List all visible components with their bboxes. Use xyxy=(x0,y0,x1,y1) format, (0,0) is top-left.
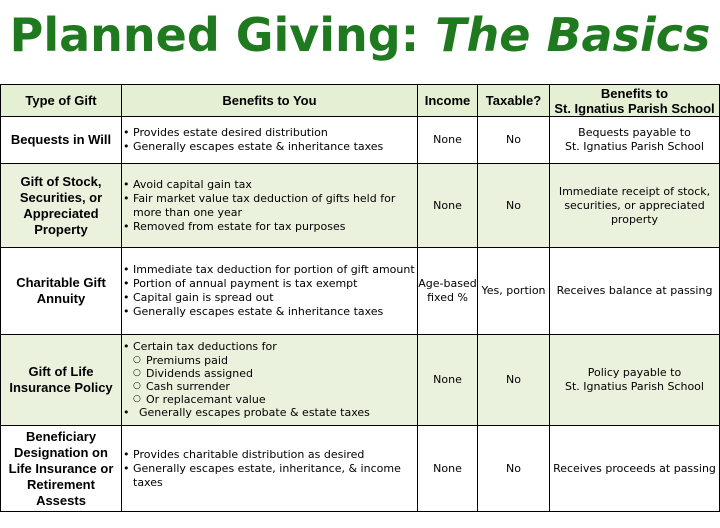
school-benefit-cell xyxy=(550,117,720,164)
benefits-cell xyxy=(122,164,418,248)
title-main: Planned Giving: xyxy=(9,8,420,62)
taxable-cell: No xyxy=(478,426,550,512)
benefit-sub-item: ○ Cash surrender xyxy=(133,380,417,393)
benefit-sub-item: ○ Or replacemant value xyxy=(133,393,417,406)
income-cell: Age-based fixed % xyxy=(418,248,478,335)
benefit-item: • Fair market value tax deduction of gifts held for more than one year xyxy=(122,192,417,220)
taxable-cell: No xyxy=(478,117,550,164)
benefits-cell xyxy=(122,335,418,426)
page-title xyxy=(0,6,720,64)
taxable-cell: No xyxy=(478,164,550,248)
school-benefit-cell: Receives proceeds at passing xyxy=(550,426,720,512)
table-row xyxy=(1,117,720,164)
school-benefit-line1: Bequests payable to xyxy=(578,126,691,139)
income-cell: None xyxy=(418,335,478,426)
benefit-lead: Certain tax deductions for xyxy=(133,340,277,353)
benefits-cell xyxy=(122,248,418,335)
benefit-item: • Removed from estate for tax purposes xyxy=(122,220,417,234)
header-benefits-to-you: Benefits to You xyxy=(122,85,418,117)
school-benefit-line2: St. Ignatius Parish School xyxy=(565,140,704,153)
gift-type-cell: Gift of Stock, Securities, or Appreciated Property xyxy=(1,164,122,248)
benefit-item: • Generally escapes estate & inheritance taxes xyxy=(122,305,417,319)
table-row xyxy=(1,426,720,512)
benefit-item: • Provides charitable distribution as desired xyxy=(122,448,417,462)
table-row xyxy=(1,335,720,426)
school-benefit-cell xyxy=(550,335,720,426)
benefit-item: • Immediate tax deduction for portion of gift amount xyxy=(122,263,417,277)
school-benefit-cell: Immediate receipt of stock, securities, or appreciated property xyxy=(550,164,720,248)
school-benefit-line2: St. Ignatius Parish School xyxy=(565,380,704,393)
gift-type-cell: Gift of Life Insurance Policy xyxy=(1,335,122,426)
benefit-item: • Avoid capital gain tax xyxy=(122,178,417,192)
benefit-item: • Provides estate desired distribution xyxy=(122,126,417,140)
table-row xyxy=(1,248,720,335)
school-benefit-cell: Receives balance at passing xyxy=(550,248,720,335)
header-type-of-gift: Type of Gift xyxy=(1,85,122,117)
gift-type-cell: Beneficiary Designation on Life Insurance or Retirement Assests xyxy=(1,426,122,512)
school-benefit-line1: Policy payable to xyxy=(587,366,682,379)
benefit-item: • Generally escapes probate & estate taxes xyxy=(122,406,417,420)
header-taxable: Taxable? xyxy=(478,85,550,117)
benefits-cell xyxy=(122,426,418,512)
benefit-item: • Generally escapes estate & inheritance taxes xyxy=(122,140,417,154)
income-cell: None xyxy=(418,426,478,512)
benefit-sub-item: ○ Dividends assigned xyxy=(133,367,417,380)
header-benefits-to-school xyxy=(550,85,720,117)
title-emphasis: The Basics xyxy=(435,8,711,62)
gift-type-cell: Charitable Gift Annuity xyxy=(1,248,122,335)
benefit-item xyxy=(122,340,417,406)
benefit-sub-item: ○ Premiums paid xyxy=(133,354,417,367)
table-header-row xyxy=(1,85,720,117)
header-school-line1: Benefits to xyxy=(600,85,669,101)
income-cell: None xyxy=(418,117,478,164)
planned-giving-table xyxy=(0,84,720,512)
benefits-cell xyxy=(122,117,418,164)
taxable-cell: Yes, portion xyxy=(478,248,550,335)
benefit-item: • Generally escapes estate, inheritance, & income taxes xyxy=(122,462,417,490)
gift-type-cell: Bequests in Will xyxy=(1,117,122,164)
income-cell: None xyxy=(418,164,478,248)
header-school-line2: St. Ignatius Parish School xyxy=(554,100,715,116)
header-income: Income xyxy=(418,85,478,117)
table-row xyxy=(1,164,720,248)
taxable-cell: No xyxy=(478,335,550,426)
benefit-item: • Portion of annual payment is tax exempt xyxy=(122,277,417,291)
benefit-item: • Capital gain is spread out xyxy=(122,291,417,305)
